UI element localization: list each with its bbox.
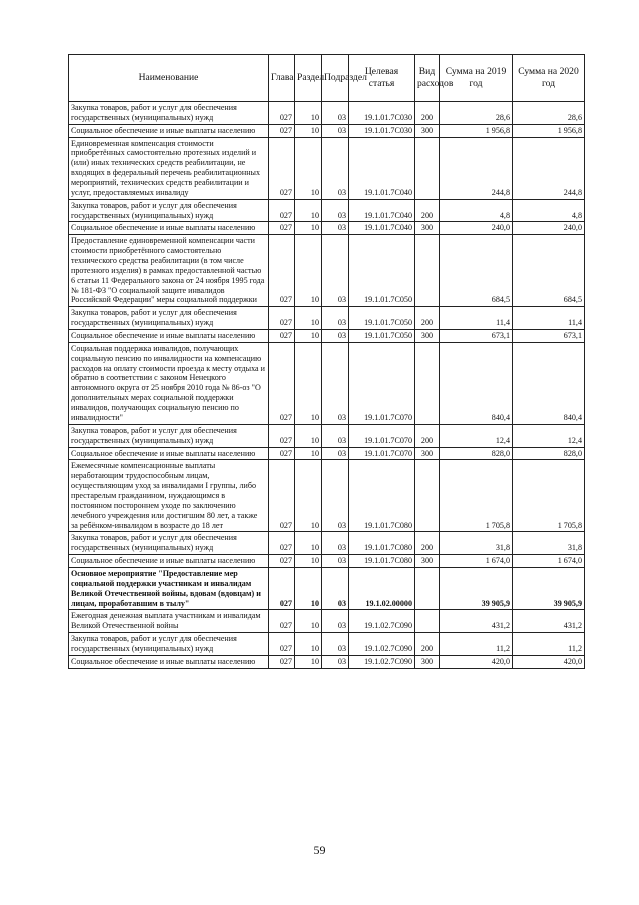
page-number: 59 [313,843,326,857]
row-name: Социальное обеспечение и иные выплаты населению [69,555,269,568]
row-sum-2020: 12,4 [513,424,585,447]
row-expense-type: 200 [415,102,440,125]
row-sum-2020: 240,0 [513,222,585,235]
row-section: 10 [295,655,322,668]
row-subsection: 03 [322,342,349,424]
row-expense-type [415,235,440,307]
row-target-article: 19.1.01.7С040 [349,222,415,235]
row-chapter: 027 [269,199,295,222]
table-row [69,199,585,222]
row-target-article: 19.1.01.7С050 [349,235,415,307]
row-sum-2019: 31,8 [440,532,513,555]
row-expense-type: 200 [415,532,440,555]
row-subsection: 03 [322,567,349,609]
header-chapter: Глава [269,55,295,102]
row-name: Закупка товаров, работ и услуг для обеспечения государственных (муниципальных) нужд [69,199,269,222]
row-sum-2020: 39 905,9 [513,567,585,609]
row-sum-2020: 828,0 [513,447,585,460]
row-name: Ежемесячные компенсационные выплаты неработающим трудоспособным лицам, осуществляющим уход за инвалидами I группы, либо престарелым гражданином, нуждающимся в постоянном постороннем уходе по заключению лечебного учреждения или достигшим 80 лет, а также за ребёнком-инвалидом в возрасте до 18 лет [69,460,269,532]
row-section: 10 [295,199,322,222]
row-name: Предоставление единовременной компенсации части стоимости приобретённого самостоятельно технического средства реабилитации (в том числе протезного изделия) в рамках предоставленной частью 6 статьи 11 Федерального закона от 24 ноября 1995 года № 181-ФЗ "О социальной защите инвалидов Российской Федерации" меры социальной поддержки [69,235,269,307]
table-row [69,102,585,125]
row-section: 10 [295,124,322,137]
row-sum-2019: 244,8 [440,137,513,199]
row-expense-type [415,342,440,424]
row-section: 10 [295,567,322,609]
row-subsection: 03 [322,330,349,343]
row-target-article: 19.1.01.7С050 [349,307,415,330]
row-chapter: 027 [269,555,295,568]
header-article: Целевая статья [349,55,415,102]
row-sum-2020: 840,4 [513,342,585,424]
row-sum-2020: 684,5 [513,235,585,307]
table-row [69,610,585,633]
row-chapter: 027 [269,342,295,424]
table-row [69,633,585,656]
row-target-article: 19.1.01.7С070 [349,424,415,447]
row-target-article: 19.1.01.7С030 [349,102,415,125]
row-section: 10 [295,137,322,199]
row-chapter: 027 [269,222,295,235]
row-sum-2019: 11,4 [440,307,513,330]
row-section: 10 [295,610,322,633]
row-name: Ежегодная денежная выплата участникам и инвалидам Великой Отечественной войны [69,610,269,633]
row-sum-2020: 28,6 [513,102,585,125]
row-section: 10 [295,555,322,568]
row-target-article: 19.1.02.7С090 [349,633,415,656]
row-chapter: 027 [269,124,295,137]
row-name: Социальная поддержка инвалидов, получающих социальную пенсию по инвалидности на компенсацию расходов на оплату стоимости проезда к месту отдыха и обратно в соответствии с законом Ненецкого автономного округа от 25 ноября 2010 года № 86-оз "О дополнительных мерах социальной поддержки инвалидов, получающих социальную пенсию по инвалидности" [69,342,269,424]
row-sum-2020: 11,4 [513,307,585,330]
row-section: 10 [295,235,322,307]
row-expense-type: 200 [415,307,440,330]
row-chapter: 027 [269,610,295,633]
row-expense-type [415,137,440,199]
row-chapter: 027 [269,424,295,447]
table-row [69,532,585,555]
row-sum-2020: 673,1 [513,330,585,343]
row-expense-type: 200 [415,633,440,656]
row-target-article: 19.1.01.7С040 [349,137,415,199]
row-sum-2019: 11,2 [440,633,513,656]
row-name: Закупка товаров, работ и услуг для обеспечения государственных (муниципальных) нужд [69,102,269,125]
row-name: Закупка товаров, работ и услуг для обеспечения государственных (муниципальных) нужд [69,633,269,656]
row-name: Социальное обеспечение и иные выплаты населению [69,447,269,460]
header-subsection: Подраздел [322,55,349,102]
row-sum-2020: 420,0 [513,655,585,668]
row-name: Социальное обеспечение и иные выплаты населению [69,655,269,668]
row-expense-type: 300 [415,655,440,668]
row-expense-type [415,567,440,609]
row-sum-2020: 431,2 [513,610,585,633]
row-subsection: 03 [322,307,349,330]
row-section: 10 [295,307,322,330]
row-sum-2019: 828,0 [440,447,513,460]
row-sum-2019: 12,4 [440,424,513,447]
row-subsection: 03 [322,610,349,633]
row-sum-2019: 673,1 [440,330,513,343]
row-expense-type: 300 [415,555,440,568]
table-row [69,235,585,307]
header-sum-2020: Сумма на 2020 год [513,55,585,102]
row-name: Социальное обеспечение и иные выплаты населению [69,330,269,343]
row-sum-2019: 1 674,0 [440,555,513,568]
row-expense-type: 200 [415,199,440,222]
row-sum-2020: 244,8 [513,137,585,199]
row-sum-2019: 840,4 [440,342,513,424]
row-section: 10 [295,102,322,125]
row-expense-type: 200 [415,424,440,447]
row-sum-2019: 420,0 [440,655,513,668]
table-row [69,447,585,460]
row-expense-type [415,610,440,633]
row-sum-2020: 4,8 [513,199,585,222]
row-target-article: 19.1.01.7С080 [349,532,415,555]
row-chapter: 027 [269,447,295,460]
row-sum-2020: 31,8 [513,532,585,555]
row-section: 10 [295,460,322,532]
row-subsection: 03 [322,199,349,222]
row-target-article: 19.1.01.7С080 [349,555,415,568]
row-sum-2019: 684,5 [440,235,513,307]
row-target-article: 19.1.01.7С050 [349,330,415,343]
row-chapter: 027 [269,330,295,343]
row-chapter: 027 [269,235,295,307]
row-chapter: 027 [269,567,295,609]
row-subsection: 03 [322,102,349,125]
table-row [69,124,585,137]
header-expense-type: Вид расходов [415,55,440,102]
table-row [69,307,585,330]
row-subsection: 03 [322,235,349,307]
row-subsection: 03 [322,633,349,656]
header-sum-2019: Сумма на 2019 год [440,55,513,102]
row-expense-type: 300 [415,330,440,343]
row-section: 10 [295,342,322,424]
budget-table [68,54,585,669]
row-chapter: 027 [269,655,295,668]
table-row [69,567,585,609]
row-sum-2020: 1 956,8 [513,124,585,137]
row-sum-2019: 1 956,8 [440,124,513,137]
row-expense-type: 300 [415,222,440,235]
row-sum-2019: 240,0 [440,222,513,235]
row-sum-2019: 1 705,8 [440,460,513,532]
row-target-article: 19.1.02.7С090 [349,610,415,633]
row-section: 10 [295,424,322,447]
row-target-article: 19.1.01.7С040 [349,199,415,222]
row-subsection: 03 [322,655,349,668]
row-expense-type: 300 [415,447,440,460]
row-sum-2019: 4,8 [440,199,513,222]
row-section: 10 [295,330,322,343]
row-name: Основное мероприятие "Предоставление мер социальной поддержки участникам и инвалидам Великой Отечественной войны, вдовам (вдовцам) и лицам, проработавшим в тылу" [69,567,269,609]
row-section: 10 [295,222,322,235]
table-row [69,342,585,424]
row-expense-type: 300 [415,124,440,137]
row-section: 10 [295,633,322,656]
row-expense-type [415,460,440,532]
row-name: Социальное обеспечение и иные выплаты населению [69,222,269,235]
row-name: Закупка товаров, работ и услуг для обеспечения государственных (муниципальных) нужд [69,532,269,555]
row-name: Закупка товаров, работ и услуг для обеспечения государственных (муниципальных) нужд [69,307,269,330]
row-chapter: 027 [269,633,295,656]
table-row [69,460,585,532]
table-row [69,555,585,568]
row-target-article: 19.1.01.7С070 [349,447,415,460]
row-section: 10 [295,447,322,460]
row-name: Закупка товаров, работ и услуг для обеспечения государственных (муниципальных) нужд [69,424,269,447]
row-chapter: 027 [269,102,295,125]
row-chapter: 027 [269,307,295,330]
row-section: 10 [295,532,322,555]
table-row [69,330,585,343]
row-subsection: 03 [322,447,349,460]
row-subsection: 03 [322,460,349,532]
row-target-article: 19.1.01.7С070 [349,342,415,424]
row-chapter: 027 [269,532,295,555]
row-sum-2020: 1 705,8 [513,460,585,532]
row-target-article: 19.1.02.7С090 [349,655,415,668]
table-row [69,222,585,235]
row-sum-2020: 11,2 [513,633,585,656]
row-subsection: 03 [322,555,349,568]
row-name: Единовременная компенсация стоимости приобретённых самостоятельно протезных изделий и (или) иных технических средств реабилитации, не входящих в федеральный перечень реабилитационных мероприятий, технических средств реабилитации и услуг, предоставляемых инвалиду [69,137,269,199]
table-row [69,137,585,199]
row-subsection: 03 [322,222,349,235]
row-subsection: 03 [322,424,349,447]
row-chapter: 027 [269,137,295,199]
row-subsection: 03 [322,124,349,137]
header-row [69,55,585,102]
row-chapter: 027 [269,460,295,532]
table-row [69,655,585,668]
row-sum-2019: 431,2 [440,610,513,633]
row-target-article: 19.1.02.00000 [349,567,415,609]
header-section: Раздел [295,55,322,102]
table-row [69,424,585,447]
row-target-article: 19.1.01.7С030 [349,124,415,137]
header-name: Наименование [69,55,269,102]
row-subsection: 03 [322,137,349,199]
row-target-article: 19.1.01.7С080 [349,460,415,532]
row-name: Социальное обеспечение и иные выплаты населению [69,124,269,137]
row-subsection: 03 [322,532,349,555]
row-sum-2019: 28,6 [440,102,513,125]
row-sum-2020: 1 674,0 [513,555,585,568]
row-sum-2019: 39 905,9 [440,567,513,609]
